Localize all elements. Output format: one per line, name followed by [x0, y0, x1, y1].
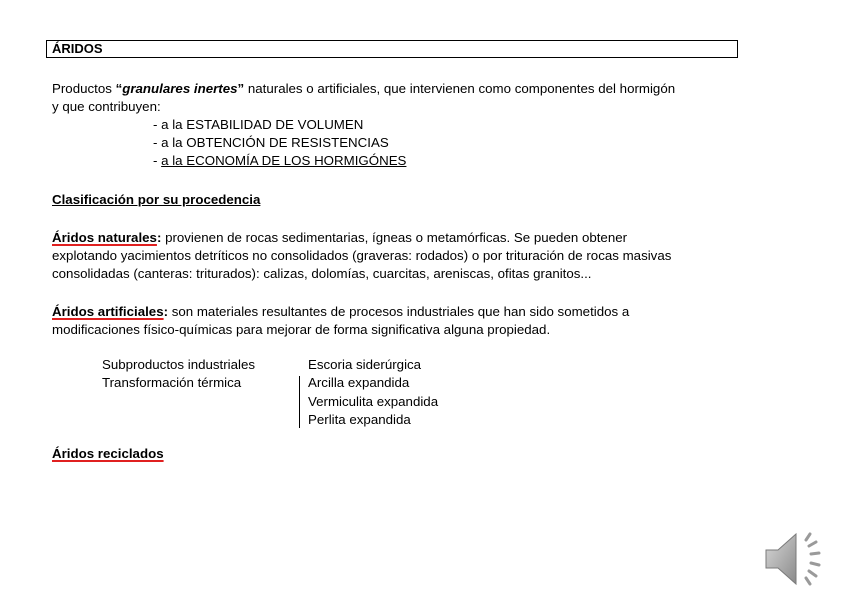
- intro-suffix: naturales o artificiales, que intervienen como componentes del hormigón: [244, 81, 676, 96]
- slide-title: ÁRIDOS: [46, 40, 738, 58]
- artificiales-line-2: modificaciones físico-químicas para mejorar de forma significativa alguna propiedad.: [52, 322, 551, 337]
- intro-line-1: [52, 80, 675, 97]
- naturales-line-3: consolidadas (canteras: triturados): calizas, dolomías, cuarcitas, areniscas, ofitas granitos...: [52, 266, 592, 281]
- intro-quote-close: ”: [237, 81, 245, 96]
- bullet-stability: - a la ESTABILIDAD DE VOLUMEN: [153, 117, 364, 132]
- bracket-divider: [299, 376, 300, 428]
- table-right-2: Arcilla expandida: [308, 375, 410, 390]
- bullet-economy: - a la ECONOMÍA DE LOS HORMIGÓNES: [153, 153, 407, 168]
- artificiales-colon: :: [163, 304, 169, 319]
- intro-emphasis: granulares inertes: [122, 81, 238, 96]
- naturales-text-1: provienen de rocas sedimentarias, ígneas o metamórficas. Se pueden obtener: [161, 230, 628, 245]
- table-right-4: Perlita expandida: [308, 412, 411, 427]
- classification-heading: Clasificación por su procedencia: [52, 192, 261, 207]
- bullet-economy-text: a la ECONOMÍA DE LOS HORMIGÓNES: [161, 153, 407, 168]
- table-left-2: Transformación térmica: [102, 375, 242, 390]
- intro-prefix: Productos: [52, 81, 116, 96]
- naturales-term: Áridos naturales: [52, 230, 157, 245]
- speaker-icon[interactable]: [762, 530, 834, 588]
- reciclados-heading: Áridos reciclados: [52, 446, 164, 461]
- table-right-1: Escoria siderúrgica: [308, 357, 422, 372]
- intro-line-2: y que contribuyen:: [52, 99, 161, 114]
- artificiales-term: Áridos artificiales: [52, 304, 164, 319]
- naturales-colon: :: [156, 230, 162, 245]
- artificiales-text-1: son materiales resultantes de procesos industriales que han sido sometidos a: [168, 304, 630, 319]
- naturales-line-2: explotando yacimientos detríticos no consolidados (graveras: rodados) o por trituración de rocas masivas: [52, 248, 672, 263]
- table-right-3: Vermiculita expandida: [308, 394, 439, 409]
- bullet-resistance: - a la OBTENCIÓN DE RESISTENCIAS: [153, 135, 389, 150]
- intro-quote-open: “: [115, 81, 123, 96]
- naturales-line-1: [52, 229, 627, 246]
- table-left-1: Subproductos industriales: [102, 357, 256, 372]
- artificiales-line-1: [52, 303, 629, 320]
